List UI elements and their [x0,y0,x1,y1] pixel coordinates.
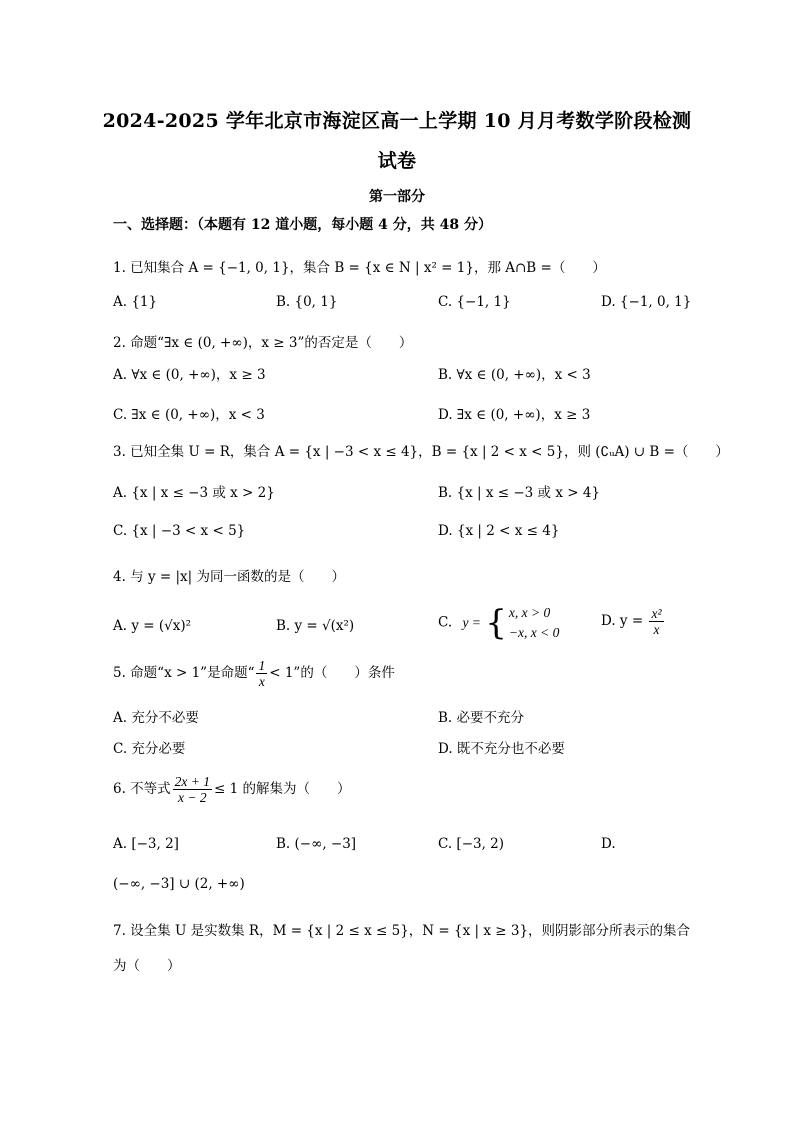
question-6-option-a: A. [−3, 2] [113,836,179,852]
question-3-stem: 3. 已知全集 U = R，集合 A = {x | −3 < x ≤ 4}，B = {x | 2 < x < 5}，则 (∁ᵤA) ∪ B =（ ） [113,444,729,460]
question-1-option-d: D. {−1, 0, 1} [601,294,692,310]
question-4-option-c [438,603,559,643]
question-6-option-b: B. (−∞, −3] [276,836,357,852]
fraction-denominator: x − 2 [178,790,207,805]
question-2-option-a: A. ∀x ∈ (0, +∞)，x ≥ 3 [113,367,266,383]
section-heading: 一、选择题：（本题有 12 道小题，每小题 4 分，共 48 分） [113,217,492,233]
question-5-stem-part-a: 5. 命题“x > 1”是命题“ [113,665,255,681]
question-7-stem-line2: 为（ ） [113,958,181,974]
question-3-option-c: C. {x | −3 < x < 5} [113,523,246,539]
question-5-stem [113,658,395,689]
question-4-stem: 4. 与 y = |x| 为同一函数的是（ ） [113,569,345,585]
question-4-option-d-fraction [649,606,663,637]
question-7-stem-line1: 7. 设全集 U 是实数集 R，M = {x | 2 ≤ x ≤ 5}，N = {x | x ≥ 3}，则阴影部分所表示的集合 [113,923,691,939]
case-1: x, x > 0 [508,605,551,620]
exam-title-line2: 试卷 [377,150,417,172]
question-5-stem-part-b: < 1”的（ ）条件 [269,665,395,681]
question-1-stem: 1. 已知集合 A = {−1, 0, 1}，集合 B = {x ∈ N | x² = 1}，那 A∩B =（ ） [113,260,606,276]
question-2-stem: 2. 命题“∃x ∈ (0, +∞)，x ≥ 3”的否定是（ ） [113,335,413,351]
question-4-option-c-label: C. [438,614,453,631]
question-4-option-a: A. y = (√x)² [113,618,192,634]
question-2-option-b: B. ∀x ∈ (0, +∞)，x < 3 [438,367,591,383]
left-brace-icon: { [485,603,507,643]
piecewise-cases [509,603,559,643]
question-1-option-a: A. {1} [113,294,158,310]
question-6-option-c: C. [−3, 2) [438,836,505,852]
question-6-stem-part-b: ≤ 1 的解集为（ ） [214,781,351,797]
question-3-option-a: A. {x | x ≤ −3 或 x > 2} [113,485,275,501]
question-5-option-a: A. 充分不必要 [113,710,199,726]
fraction-numerator: 1 [258,658,266,673]
question-6-option-d: D. [601,836,616,852]
exam-title-line1: 2024-2025 学年北京市海淀区高一上学期 10 月月考数学阶段检测 [102,110,692,132]
question-1-option-b: B. {0, 1} [276,294,338,310]
question-2-option-c: C. ∃x ∈ (0, +∞)，x < 3 [113,407,265,423]
fraction-numerator: x² [651,606,662,621]
question-5-fraction [256,658,267,689]
question-3-option-b: B. {x | x ≤ −3 或 x > 4} [438,485,601,501]
question-6-fraction [173,774,212,805]
question-6-stem [113,774,351,805]
question-6-stem-part-a: 6. 不等式 [113,781,171,797]
question-5-option-b: B. 必要不充分 [438,710,525,726]
question-6-option-d-value: (−∞, −3] ∪ (2, +∞) [113,876,245,892]
question-4-option-b: B. y = √(x²) [276,618,355,634]
question-1-option-c: C. {−1, 1} [438,294,511,310]
fraction-numerator: 2x + 1 [174,774,211,789]
question-3-option-d: D. {x | 2 < x ≤ 4} [438,523,560,539]
case-2: −x, x < 0 [508,625,560,640]
part-heading: 第一部分 [369,189,425,205]
question-4-option-c-prefix: y = [462,614,481,630]
question-4-option-d-label: D. y = [601,613,644,629]
fraction-denominator: x [653,622,660,637]
question-2-option-d: D. ∃x ∈ (0, +∞)，x ≥ 3 [438,407,591,423]
question-5-option-c: C. 充分必要 [113,741,186,757]
question-4-option-d [601,606,666,637]
question-5-option-d: D. 既不充分也不必要 [438,741,565,757]
fraction-denominator: x [258,674,265,689]
